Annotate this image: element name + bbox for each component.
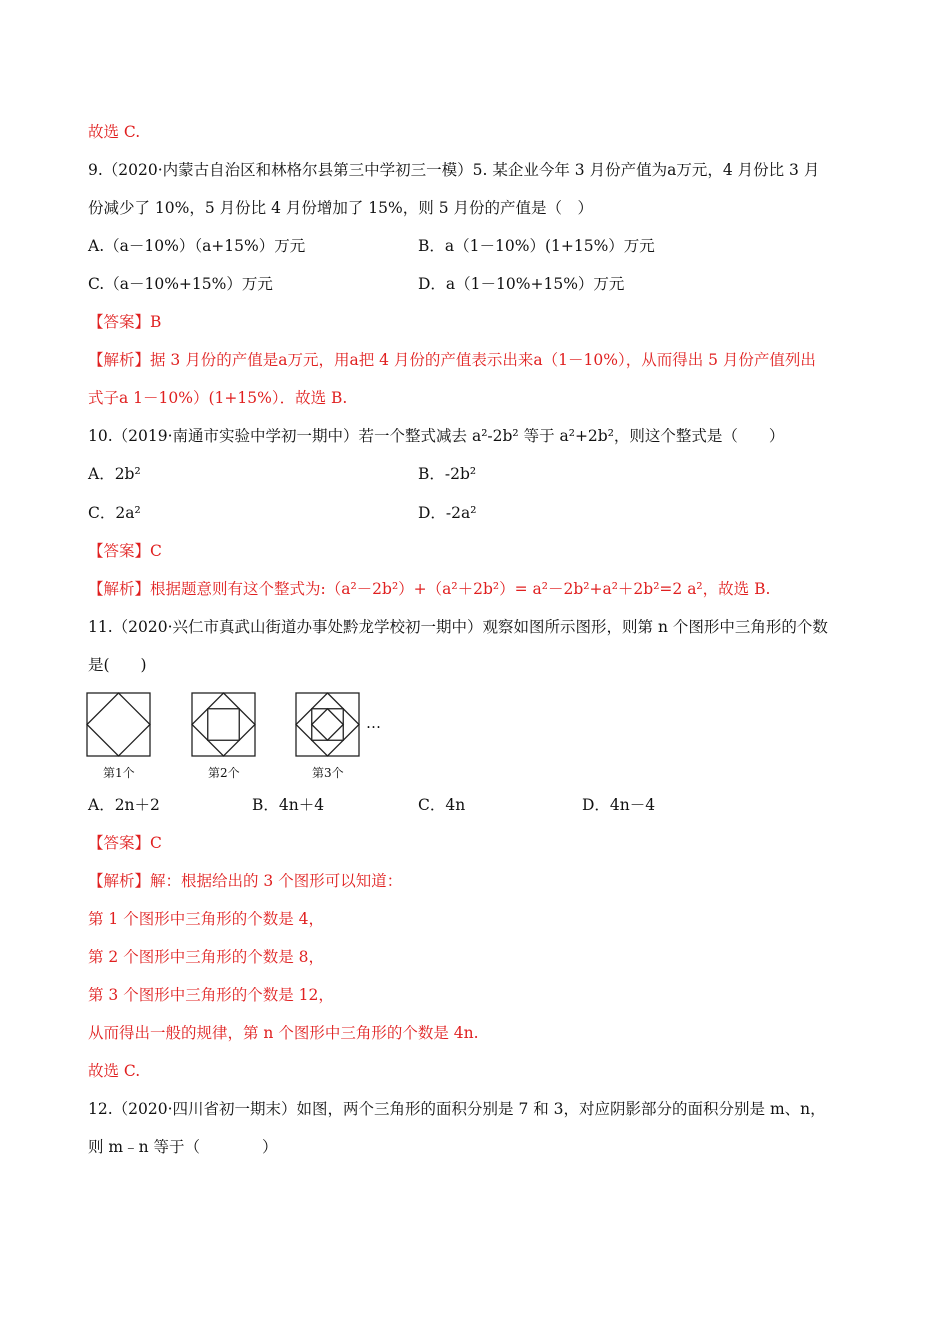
square-figure-3 <box>295 692 361 758</box>
q11-option-b: B．4n＋4 <box>252 796 325 814</box>
q11-analysis-step1: 第 1 个图形中三角形的个数是 4， <box>88 910 325 928</box>
q11-stem-line1: 11.（2020·兴仁市真武山街道办事处黔龙学校初一期中）观察如图所示图形，则第 n 个图形中三角形的个数 <box>88 618 828 636</box>
q11-stem-line2: 是( ) <box>88 656 147 674</box>
q11-conclusion: 故选 C. <box>88 1062 141 1080</box>
q11-option-d: D．4n－4 <box>582 796 656 814</box>
square-figure-2 <box>191 692 257 758</box>
q9-analysis-line1: 【解析】据 3 月份的产值是a万元，用a把 4 月份的产值表示出来a（1－10%），从而得出 5 月份产值列出 <box>88 351 816 369</box>
q9-option-d: D．a（1－10%+15%）万元 <box>418 275 625 293</box>
q10-option-b: B．-2b² <box>418 465 477 483</box>
q10-answer: 【答案】C <box>88 542 162 560</box>
q10-option-a: A．2b² <box>88 465 141 483</box>
q9-option-b: B．a（1－10%）(1+15%）万元 <box>418 237 655 255</box>
q9-option-c: C.（a－10%+15%）万元 <box>88 275 273 293</box>
q10-option-d: D．-2a² <box>418 504 477 522</box>
q9-option-a: A.（a－10%）（a+15%）万元 <box>88 237 306 255</box>
top-conclusion: 故选 C. <box>88 123 141 141</box>
figure-caption-2: 第2个 <box>208 766 240 780</box>
q9-analysis-line2: 式子a 1－10%）(1+15%）．故选 B. <box>88 389 348 407</box>
square-figure-1 <box>86 692 152 758</box>
q9-stem-line1: 9.（2020·内蒙古自治区和林格尔县第三中学初三一模）5. 某企业今年 3 月份产值为a万元，4 月份比 3 月 <box>88 161 820 179</box>
figure-ellipsis: … <box>366 714 381 732</box>
q11-analysis-step3: 第 3 个图形中三角形的个数是 12， <box>88 986 334 1004</box>
figure-caption-1: 第1个 <box>103 766 135 780</box>
q10-analysis: 【解析】根据题意则有这个整式为:（a²－2b²）+（a²＋2b²）= a²－2b²+a²＋2b²=2 a²，故选 B. <box>88 580 771 598</box>
q9-stem-line2: 份减少了 10%，5 月份比 4 月份增加了 15%，则 5 月份的产值是（ ） <box>88 199 593 217</box>
q11-answer: 【答案】C <box>88 834 162 852</box>
q9-answer: 【答案】B <box>88 313 162 331</box>
q11-analysis-intro: 【解析】解：根据给出的 3 个图形可以知道： <box>88 872 403 890</box>
q11-analysis-rule: 从而得出一般的规律，第 n 个图形中三角形的个数是 4n. <box>88 1024 479 1042</box>
q12-stem-line2: 则 m﹣n 等于（ ） <box>88 1138 278 1156</box>
q10-stem: 10.（2019·南通市实验中学初一期中）若一个整式减去 a²-2b² 等于 a²+2b²，则这个整式是（ ） <box>88 427 785 445</box>
q10-option-c: C．2a² <box>88 504 141 522</box>
q11-option-c: C．4n <box>418 796 466 814</box>
q12-stem-line1: 12.（2020·四川省初一期末）如图，两个三角形的面积分别是 7 和 3，对应阴影部分的面积分别是 m、n， <box>88 1100 826 1118</box>
q11-option-a: A．2n＋2 <box>88 796 160 814</box>
q11-analysis-step2: 第 2 个图形中三角形的个数是 8， <box>88 948 325 966</box>
figure-caption-3: 第3个 <box>312 766 344 780</box>
